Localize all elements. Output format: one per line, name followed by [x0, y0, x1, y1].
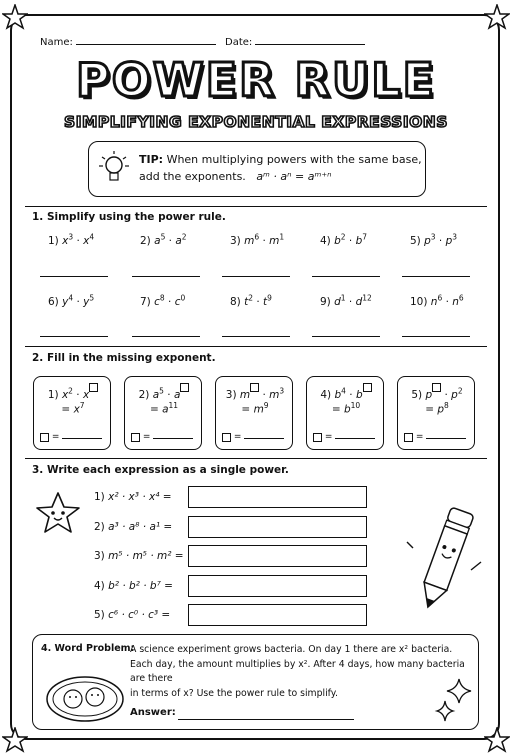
base: p	[437, 403, 445, 416]
operator: ·	[259, 234, 270, 247]
blank-box	[313, 433, 322, 442]
exponent	[432, 386, 441, 395]
problem-6	[48, 293, 94, 308]
base: d	[334, 295, 341, 308]
operator: ·	[435, 234, 446, 247]
section-divider	[25, 346, 487, 347]
section2-heading: 2. Fill in the missing exponent.	[32, 352, 216, 364]
problem-number: 2)	[138, 388, 153, 401]
equals-sign: =	[331, 403, 344, 416]
base: p	[424, 234, 431, 247]
tip-label: TIP:	[139, 153, 164, 166]
expression: c⁶ · c⁰ · c³ =	[108, 609, 171, 621]
base: p	[425, 388, 433, 401]
problem-1	[48, 232, 94, 247]
expression	[230, 232, 285, 247]
blank-equals: =	[322, 432, 336, 442]
exponent: 2	[68, 386, 73, 395]
base: b	[355, 388, 363, 401]
tip-box	[88, 141, 426, 197]
fill-box-2	[124, 376, 202, 450]
base: n	[452, 295, 459, 308]
base: x	[83, 234, 90, 247]
word-problem-text	[130, 643, 475, 701]
equals-sign: =	[241, 403, 254, 416]
operator: ·	[442, 295, 453, 308]
operator: ·	[259, 388, 270, 401]
problem-7	[140, 293, 185, 308]
problem-number: 3)	[230, 234, 245, 247]
base: m	[269, 388, 280, 401]
expression	[320, 386, 371, 401]
expression	[410, 232, 458, 247]
page-subtitle: SIMPLIFYING EXPONENTIAL EXPRESSIONS	[64, 113, 448, 131]
expression	[410, 293, 464, 308]
answer-line[interactable]	[222, 336, 290, 337]
base: d	[355, 295, 363, 308]
problem-number: 4)	[320, 388, 335, 401]
problem-number: 9)	[320, 295, 335, 308]
answer-line[interactable]	[244, 438, 284, 439]
fill-box-1	[33, 376, 111, 450]
base: t	[244, 295, 249, 308]
problem-number: 3)	[225, 388, 240, 401]
base: b	[343, 403, 351, 416]
base: x	[61, 388, 69, 401]
blank-box	[222, 433, 231, 442]
smiling-star-icon	[33, 490, 83, 536]
single-power-problem-2	[94, 521, 172, 533]
blank-box[interactable]	[432, 383, 441, 392]
problem-number: 1)	[47, 388, 62, 401]
problem-number: 5)	[411, 388, 426, 401]
exponent	[250, 386, 259, 395]
exponent: 2	[248, 293, 254, 302]
blank-answer[interactable]	[222, 432, 284, 442]
blank-box	[131, 433, 140, 442]
fill-box-3	[215, 376, 293, 450]
problem-number: 1)	[94, 491, 109, 503]
answer-line[interactable]	[402, 336, 470, 337]
problem-number: 2)	[94, 520, 109, 533]
problem-9	[320, 293, 372, 308]
base: c	[154, 295, 160, 308]
section-divider	[25, 206, 487, 207]
operator: ·	[165, 234, 176, 247]
base: y	[62, 295, 69, 308]
tip-line1: When multiplying powers with the same base,	[166, 153, 422, 166]
problem-number: 7)	[140, 295, 155, 308]
answer-line[interactable]	[178, 719, 354, 720]
single-power-problem-4	[94, 580, 173, 592]
exponent: 2	[181, 232, 187, 241]
expression	[320, 293, 372, 308]
section3-heading: 3. Write each expression as a single power.	[32, 464, 289, 476]
page-title: POWER RULE	[76, 53, 436, 107]
word-line2: Each day, the amount multiplies by x². After 4 days, how many bacteria are there	[130, 658, 465, 684]
base: b	[355, 234, 363, 247]
exponent: 7	[79, 401, 85, 410]
problem-number: 2)	[140, 234, 155, 247]
exponent: 2	[340, 232, 346, 241]
exponent: 3	[68, 232, 74, 241]
base: n	[430, 295, 438, 308]
problem-number: 4)	[94, 579, 109, 592]
expression: m⁵ · m⁵ · m² =	[108, 550, 184, 562]
operator: ·	[72, 388, 83, 401]
operator: ·	[163, 388, 174, 401]
exponent: 7	[362, 232, 368, 241]
expression	[140, 293, 186, 308]
exponent: 3	[452, 232, 458, 241]
base: m	[269, 234, 280, 247]
equals-sign: =	[61, 403, 74, 416]
exponent: 8	[159, 293, 165, 302]
fill-result	[125, 401, 203, 416]
fill-box-4	[306, 376, 384, 450]
section1-heading: 1. Simplify using the power rule.	[32, 211, 226, 223]
sparkle-icon	[433, 677, 475, 723]
fill-expression	[398, 386, 476, 401]
fill-result	[34, 401, 112, 416]
corner-star-icon	[2, 727, 28, 753]
word-line1: A science experiment grows bacteria. On day 1 there are x² bacteria.	[130, 644, 453, 655]
exponent: 6	[437, 293, 443, 302]
answer-line[interactable]	[426, 438, 466, 439]
problem-3	[230, 232, 284, 247]
problem-5	[410, 232, 457, 247]
problem-number: 3)	[94, 550, 109, 562]
answer-box[interactable]	[188, 575, 367, 597]
problem-number: 5)	[410, 234, 425, 247]
fill-expression	[307, 386, 385, 401]
fill-box-5	[397, 376, 475, 450]
blank-equals: =	[140, 432, 154, 442]
problem-number: 8)	[230, 295, 245, 308]
blank-box[interactable]	[250, 383, 259, 392]
single-power-problem-3	[94, 550, 184, 562]
answer-line[interactable]	[222, 276, 290, 277]
blank-equals: =	[231, 432, 245, 442]
answer-box[interactable]	[188, 545, 367, 567]
exponent: 5	[89, 293, 95, 302]
exponent	[363, 386, 372, 395]
answer-line[interactable]	[40, 336, 108, 337]
answer-box[interactable]	[188, 604, 367, 626]
operator: ·	[73, 234, 84, 247]
operator: ·	[253, 295, 264, 308]
petri-dish-icon	[43, 673, 127, 725]
expression: b² · b² · b⁷ =	[108, 579, 173, 592]
word-problem-box	[32, 634, 479, 730]
problem-2	[140, 232, 187, 247]
operator: ·	[345, 234, 356, 247]
lightbulb-icon	[97, 149, 131, 189]
base: m	[253, 403, 264, 416]
operator: ·	[345, 388, 356, 401]
blank-answer[interactable]	[131, 432, 193, 442]
base: x	[82, 388, 90, 401]
tip-formula: aᵐ · aⁿ = aᵐ⁺ⁿ	[256, 170, 332, 183]
answer-box[interactable]	[188, 486, 367, 508]
exponent: 3	[279, 386, 285, 395]
problem-number: 5)	[94, 609, 109, 621]
corner-star-icon	[484, 727, 510, 753]
tip-text	[139, 151, 422, 185]
expression	[230, 293, 272, 308]
pencil-character-icon	[405, 500, 485, 620]
name-label: Name:	[40, 37, 73, 48]
blank-equals: =	[413, 432, 427, 442]
operator: ·	[441, 388, 452, 401]
section4-heading: 4. Word Problem:	[41, 643, 135, 654]
fill-result	[216, 401, 294, 416]
blank-box[interactable]	[89, 383, 98, 392]
exponent: 12	[362, 293, 372, 302]
exponent: 11	[168, 401, 179, 410]
answer-label: Answer:	[130, 707, 176, 718]
blank-box[interactable]	[363, 383, 372, 392]
blank-answer[interactable]	[40, 432, 102, 442]
base: a	[173, 388, 181, 401]
exponent: 3	[430, 232, 436, 241]
exponent	[180, 386, 189, 395]
expression	[48, 293, 95, 308]
exponent: 8	[444, 401, 449, 410]
expression	[411, 386, 463, 401]
expression	[48, 232, 95, 247]
base: a	[152, 388, 160, 401]
answer-line[interactable]	[402, 276, 470, 277]
answer-line[interactable]	[335, 438, 375, 439]
expression: a³ · a⁸ · a¹ =	[108, 520, 173, 533]
answer-line[interactable]	[62, 438, 102, 439]
section-divider	[25, 458, 487, 459]
exponent: 6	[254, 232, 260, 241]
exponent: 5	[159, 386, 164, 395]
word-line3: in terms of x? Use the power rule to simplify.	[130, 687, 338, 699]
base: a	[154, 234, 161, 247]
fill-expression	[125, 386, 203, 401]
exponent: 5	[160, 232, 166, 241]
base: a	[162, 403, 169, 416]
problem-number: 4)	[320, 234, 335, 247]
base: t	[263, 295, 268, 308]
blank-box	[40, 433, 49, 442]
base: y	[83, 295, 90, 308]
base: p	[445, 234, 453, 247]
expression	[320, 232, 368, 247]
exponent: 1	[340, 293, 346, 302]
exponent: 9	[267, 293, 272, 302]
equals-sign: =	[149, 403, 163, 416]
operator: ·	[73, 295, 84, 308]
problem-number: 10)	[410, 295, 431, 308]
blank-box[interactable]	[180, 383, 189, 392]
base: m	[244, 234, 255, 247]
answer-line[interactable]	[312, 336, 380, 337]
exponent: 10	[350, 401, 361, 410]
expression	[140, 232, 187, 247]
equals-sign: =	[425, 403, 438, 416]
single-power-problem-5	[94, 609, 170, 621]
problem-number: 6)	[48, 295, 63, 308]
date-label: Date:	[225, 37, 253, 48]
blank-equals: =	[49, 432, 63, 442]
base: x	[73, 403, 80, 416]
answer-line[interactable]	[40, 276, 108, 277]
base: c	[174, 295, 181, 308]
exponent: 0	[180, 293, 186, 302]
fill-expression	[34, 386, 112, 401]
problem-8	[230, 293, 272, 308]
answer-line[interactable]	[153, 438, 193, 439]
exponent: 4	[68, 293, 74, 302]
blank-answer[interactable]	[404, 432, 466, 442]
exponent: 2	[457, 386, 463, 395]
exponent: 1	[279, 232, 285, 241]
expression	[47, 386, 98, 401]
answer-line[interactable]	[312, 276, 380, 277]
name-field[interactable]	[40, 37, 216, 48]
base: b	[334, 388, 342, 401]
corner-star-icon	[2, 4, 28, 30]
problem-number: 1)	[48, 234, 63, 247]
blank-box	[404, 433, 413, 442]
fill-result	[398, 401, 476, 416]
exponent: 4	[341, 386, 346, 395]
single-power-problem-1	[94, 491, 172, 503]
fill-result	[307, 401, 385, 416]
operator: ·	[164, 295, 175, 308]
base: b	[334, 234, 341, 247]
date-field[interactable]	[225, 37, 365, 48]
base: x	[62, 234, 69, 247]
answer-line[interactable]	[132, 336, 200, 337]
expression: x² · x³ · x⁴ =	[108, 491, 172, 503]
operator: ·	[345, 295, 356, 308]
exponent: 6	[458, 293, 464, 302]
fill-expression	[216, 386, 294, 401]
exponent: 4	[89, 232, 95, 241]
base: m	[239, 388, 251, 401]
blank-answer[interactable]	[313, 432, 375, 442]
problem-10	[410, 293, 464, 308]
exponent	[89, 386, 98, 395]
corner-star-icon	[484, 4, 510, 30]
base: a	[175, 234, 182, 247]
problem-4	[320, 232, 367, 247]
expression	[225, 386, 285, 401]
tip-line2: add the exponents.	[139, 170, 246, 183]
exponent: 9	[263, 401, 269, 410]
answer-box[interactable]	[188, 516, 367, 538]
expression	[138, 386, 190, 401]
answer-line[interactable]	[132, 276, 200, 277]
base: p	[451, 388, 458, 401]
